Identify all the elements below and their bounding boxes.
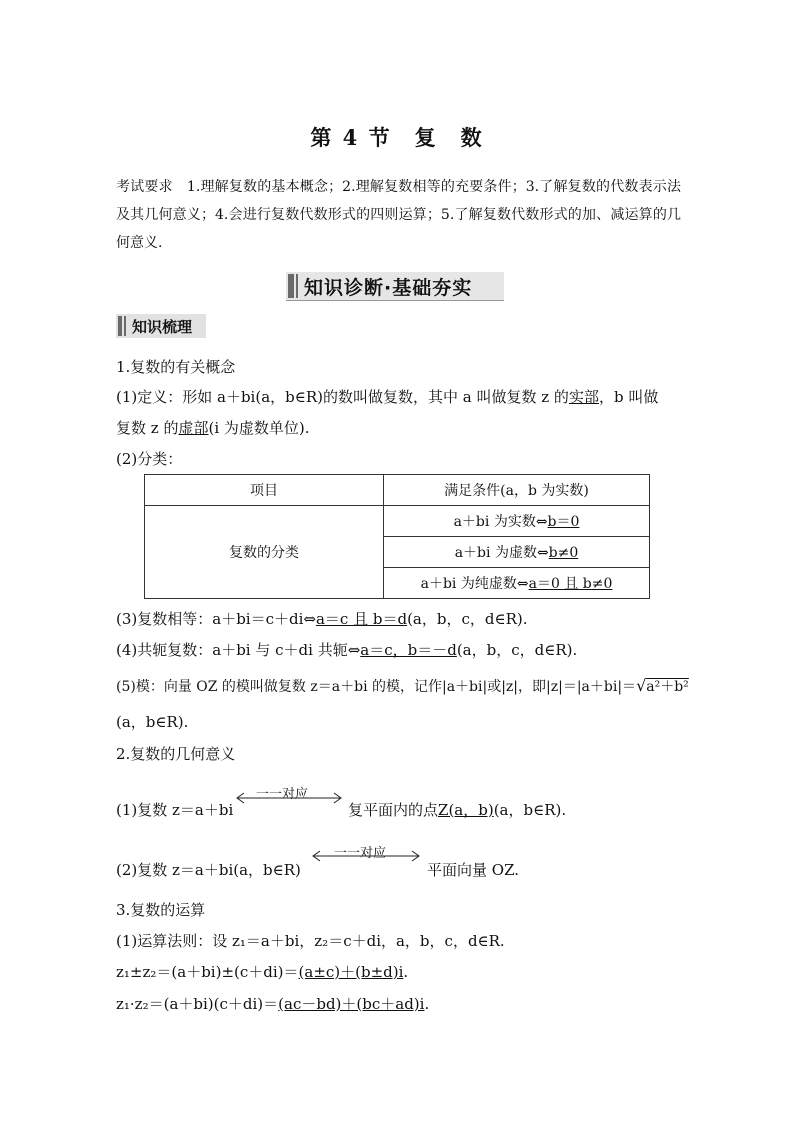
sqrt-icon: √	[636, 676, 647, 695]
geometry-2-right: 平面向量 OZ.	[427, 861, 519, 879]
exam-requirements: 考试要求 1.理解复数的基本概念；2.理解复数相等的充要条件；3.了解复数的代数表示法及其几何意义；4.会进行复数代数形式的四则运算；5.了解复数代数形式的加、减运算的几何意义.	[116, 179, 681, 251]
tag-label: 知识梳理	[132, 318, 193, 336]
conjugate-tail: (a，b，c，d∈R).	[456, 641, 578, 659]
modulus-answer: a²＋b²	[646, 679, 689, 695]
table-row	[145, 506, 650, 537]
banner-bar-decoration-thin	[296, 274, 298, 298]
definition-text-2: 复数 z 的	[116, 419, 179, 437]
arrow-label-1: 一一对应	[256, 787, 309, 802]
equality-tail: (a，b，c，d∈R).	[407, 610, 528, 628]
table-header-condition: 满足条件(a，b 为实数)	[384, 475, 650, 506]
banner-bar-decoration	[288, 274, 294, 298]
table-row-label: 复数的分类	[145, 506, 384, 599]
operation-rule: (1)运算法则：设 z₁＝a＋bi，z₂＝c＋di，a，b，c，d∈R.	[116, 932, 505, 950]
definition-text: (1)定义：形如 a＋bi(a，b∈R)的数叫做复数，其中 a 叫做复数 z 的	[116, 388, 569, 406]
conjugate-line	[116, 640, 577, 660]
section-3-heading: 3.复数的运算	[116, 901, 206, 919]
multiplication-line	[116, 994, 429, 1014]
definition-line-2	[116, 418, 310, 438]
double-arrow-icon	[310, 848, 422, 864]
classification-table	[144, 474, 650, 599]
answer-imag-part: 虚部	[178, 419, 209, 437]
cell-answer: a＝0 且 b≠0	[528, 576, 613, 592]
tag-bar-decoration-thin	[124, 316, 126, 336]
table-row	[145, 475, 650, 506]
table-header-item: 项目	[145, 475, 384, 506]
answer-real-part: 实部	[568, 388, 599, 406]
conjugate-text: (4)共轭复数：a＋bi 与 c＋di 共轭⇔	[116, 641, 361, 659]
cell-text: a＋bi 为纯虚数⇔	[420, 576, 529, 592]
equality-answer: a＝c 且 b＝d	[315, 610, 408, 628]
modulus-line-2: (a，b∈R).	[116, 713, 189, 731]
tag-bar-decoration	[118, 316, 122, 336]
cell-text: a＋bi 为虚数⇔	[454, 545, 549, 561]
cell-answer: b＝0	[547, 514, 580, 530]
equality-line	[116, 609, 527, 629]
section-1-heading: 1.复数的有关概念	[116, 358, 236, 376]
double-arrow-icon	[234, 790, 344, 806]
cell-answer: b≠0	[548, 545, 579, 561]
geometry-1-right	[348, 800, 566, 820]
modulus-line	[116, 676, 689, 697]
arrow-label-2: 一一对应	[334, 846, 387, 861]
conjugate-answer: a＝c，b＝－d	[360, 641, 457, 659]
equality-text: (3)复数相等：a＋bi＝c＋di⇔	[116, 610, 316, 628]
page-title: 第 4 节 复 数	[310, 125, 484, 150]
multiplication-tail: .	[424, 995, 430, 1013]
addition-answer: (a±c)＋(b±d)i	[298, 963, 404, 981]
section-banner	[286, 272, 504, 301]
cell-text: a＋bi 为实数⇔	[453, 514, 548, 530]
table-cell	[384, 506, 650, 537]
multiplication-answer: (ac－bd)＋(bc＋ad)i	[278, 995, 425, 1013]
table-cell	[384, 537, 650, 568]
geometry-1-text: 复平面内的点	[348, 801, 439, 819]
modulus-text: (5)模：向量 OZ 的模叫做复数 z＝a＋bi 的模，记作|a＋bi|或|z|，即|z|＝|a＋bi|＝	[116, 679, 637, 695]
multiplication-text: z₁·z₂＝(a＋bi)(c＋di)＝	[116, 995, 279, 1013]
geometry-1-answer: Z(a，b)	[438, 801, 494, 819]
addition-text: z₁±z₂＝(a＋bi)±(c＋di)＝	[116, 963, 299, 981]
definition-text-tail: ，b 叫做	[598, 388, 659, 406]
classification-label: (2)分类：	[116, 450, 183, 468]
geometry-1-tail: (a，b∈R).	[493, 801, 567, 819]
addition-line	[116, 962, 408, 982]
definition-text-2-tail: (i 为虚数单位).	[208, 419, 310, 437]
addition-tail: .	[403, 963, 409, 981]
definition-line-1	[116, 387, 658, 407]
geometry-2-left: (2)复数 z＝a＋bi(a，b∈R)	[116, 861, 301, 879]
geometry-1-left: (1)复数 z＝a＋bi	[116, 801, 234, 819]
subsection-tag	[116, 314, 206, 338]
banner-title: 知识诊断·基础夯实	[304, 277, 473, 299]
table-cell	[384, 568, 650, 599]
section-2-heading: 2.复数的几何意义	[116, 745, 236, 763]
